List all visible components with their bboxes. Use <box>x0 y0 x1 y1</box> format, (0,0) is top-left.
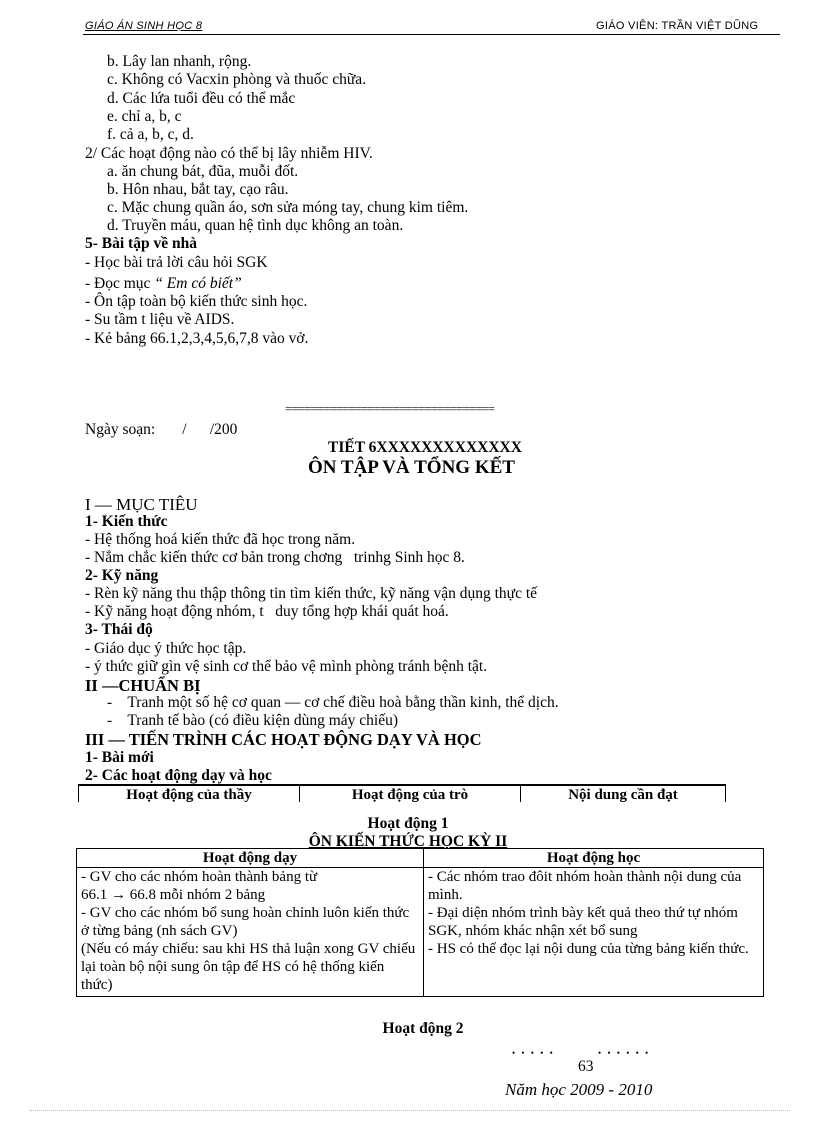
teacher-line-3: - GV cho các nhóm bổ sung hoàn chỉnh luôn kiến thức ở từng bảng (nh sách GV) <box>81 905 410 939</box>
q1-option-c: c. Không có Vacxin phòng và thuốc chữa. <box>107 71 367 88</box>
lesson-title: ÔN TẬP VÀ TỔNG KẾT <box>308 457 515 478</box>
footer-dots-right: • • • • • • <box>598 1048 651 1058</box>
student-line-3: - HS có thể đọc lại nội dung của từng bảng kiến thức. <box>428 941 749 957</box>
q2-option-c: c. Mặc chung quần áo, sơn sửa móng tay, chung kim tiêm. <box>107 199 469 216</box>
q1-option-d: d. Các lứa tuổi đều có thể mắc <box>107 90 296 107</box>
page-number: 63 <box>578 1058 594 1075</box>
student-line-1: - Các nhóm trao đôit nhóm hoàn thành nội dung của mình. <box>428 869 742 903</box>
homework-item-2 <box>85 275 242 293</box>
attitude-item-2: - ý thức giữ gìn vệ sinh cơ thể bảo vệ mình phòng tránh bệnh tật. <box>85 658 488 675</box>
section1-title: I — MỤC TIÊU <box>85 495 198 514</box>
homework-title: 5- Bài tập về nhà <box>85 235 197 252</box>
col-teacher-activity: Hoạt động của thầy <box>79 786 300 803</box>
student-cell <box>424 868 764 997</box>
activity1-table <box>76 848 764 997</box>
q1-option-b: b. Lây lan nhanh, rộng. <box>107 53 252 70</box>
homework-item-4: - Su tầm t liệu về AIDS. <box>85 311 235 328</box>
q2-question: 2/ Các hoạt động nào có thể bị lây nhiễm HIV. <box>85 145 373 162</box>
skill-item-2: - Kỹ năng hoạt động nhóm, t duy tổng hợp khái quát hoá. <box>85 603 449 620</box>
homework-item-1: - Học bài trả lời câu hỏi SGK <box>85 254 268 271</box>
knowledge-item-1: - Hệ thống hoá kiến thức đã học trong năm. <box>85 531 356 548</box>
lesson-number: TIẾT 6XXXXXXXXXXXXX <box>328 439 522 456</box>
knowledge-title: 1- Kiến thức <box>85 513 168 530</box>
activity2-title: Hoạt động 2 <box>382 1020 464 1037</box>
attitude-item-1: - Giáo dục ý thức học tập. <box>85 640 247 657</box>
activities-header-table <box>78 784 726 802</box>
attitude-title: 3- Thái độ <box>85 621 153 638</box>
section2-title: II —CHUẨN BỊ <box>85 676 201 695</box>
header-rule <box>83 34 780 35</box>
teacher-line-2b: 66.8 mỗi nhóm 2 bảng <box>126 887 266 903</box>
activity1-table-wrap <box>76 848 764 997</box>
col-content-required: Nội dung cần đạt <box>521 786 726 803</box>
header-right: GIÁO VIÊN: TRẦN VIỆT DŨNG <box>596 20 759 32</box>
prep-item-1: - Tranh một số hệ cơ quan — cơ chế điều hoà bằng thần kinh, thể dịch. <box>107 694 559 711</box>
activities-title: 2- Các hoạt động dạy và học <box>85 767 272 784</box>
knowledge-item-2: - Nắm chắc kiến thức cơ bản trong chơng trinhg Sinh học 8. <box>85 549 465 566</box>
homework-item-2-text: - Đọc mục <box>85 275 155 292</box>
separator: ================================= <box>285 401 494 416</box>
header-left: GIÁO ÁN SINH HỌC 8 <box>85 20 203 32</box>
col-learning: Hoạt động học <box>424 849 764 868</box>
arrow-right-icon: → <box>111 887 126 903</box>
activity1-title: Hoạt động 1 <box>367 815 449 832</box>
footer-year: Năm học 2009 - 2010 <box>505 1080 653 1099</box>
teacher-line-4: (Nếu có máy chiếu: sau khi HS thả luận xong GV chiếu lại toàn bộ nội sung ôn tập để HS có hệ thống kiến thức) <box>81 941 416 993</box>
activity1-subtitle: ÔN KIẾN THỨC HỌC KỲ II <box>308 833 508 850</box>
q2-option-b: b. Hôn nhau, bắt tay, cạo râu. <box>107 181 289 198</box>
skill-title: 2- Kỹ năng <box>85 567 159 584</box>
col-student-activity: Hoạt động của trò <box>300 786 521 803</box>
homework-item-5: - Kẻ bảng 66.1,2,3,4,5,6,7,8 vào vở. <box>85 330 309 347</box>
prep-item-2: - Tranh tế bào (có điều kiện dùng máy chiếu) <box>107 712 398 729</box>
q2-option-d: d. Truyền máu, quan hệ tình dục không an toàn. <box>107 217 404 234</box>
teacher-line-2a: 66.1 <box>81 887 111 903</box>
teacher-line-2 <box>81 886 419 904</box>
student-line-2: - Đại diện nhóm trình bày kết quả theo thứ tự nhóm SGK, nhóm khác nhận xét bổ sung <box>428 905 738 939</box>
section3-title: III — TIẾN TRÌNH CÁC HOẠT ĐỘNG DẠY VÀ HỌC <box>85 730 482 749</box>
footer-rule <box>30 1110 790 1111</box>
skill-item-1: - Rèn kỹ năng thu thập thông tin tìm kiến thức, kỹ năng vận dụng thực tế <box>85 585 538 602</box>
col-teaching: Hoạt động dạy <box>77 849 424 868</box>
q1-option-e: e. chỉ a, b, c <box>107 108 182 125</box>
homework-item-3: - Ôn tập toàn bộ kiến thức sinh học. <box>85 293 308 310</box>
footer-dots-left: • • • • • <box>512 1048 555 1058</box>
q1-option-f: f. cả a, b, c, d. <box>107 126 194 143</box>
read-section-title: “ Em có biết” <box>154 275 242 292</box>
teacher-line-1: - GV cho các nhóm hoàn thành bảng từ <box>81 869 318 885</box>
new-lesson: 1- Bài mới <box>85 749 154 766</box>
q2-option-a: a. ăn chung bát, đũa, muỗi đốt. <box>107 163 299 180</box>
teacher-cell <box>77 868 424 997</box>
date-line: Ngày soạn: / /200 <box>85 421 238 438</box>
